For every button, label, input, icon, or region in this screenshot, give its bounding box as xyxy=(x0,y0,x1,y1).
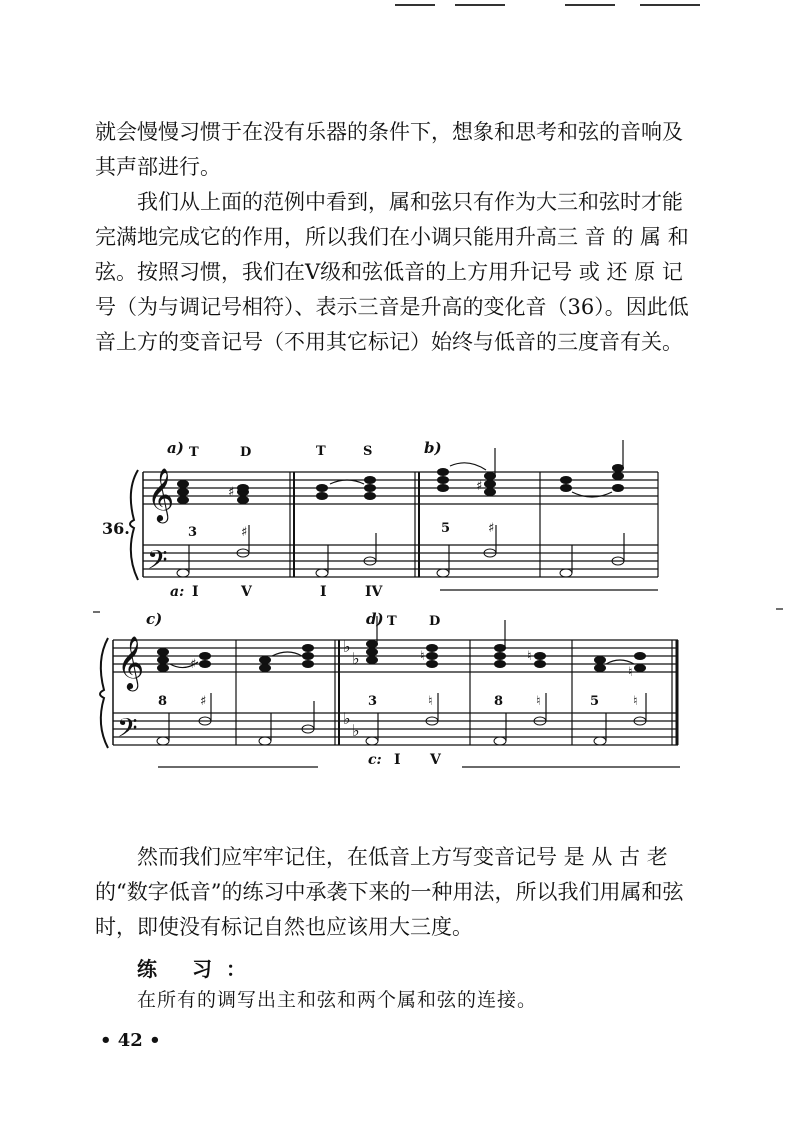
sharp-icon: ♯ xyxy=(476,479,483,494)
natural-icon: ♮ xyxy=(527,649,532,664)
paragraph-3: 然而我们应牢牢记住，在低音上方写变音记号 是 从 古 老的“数字低音”的练习中承袭下来的一种用法，所以我们用属和弦时，即使没有标记自然也应该用大三度。 xyxy=(95,845,684,939)
degree-label: I xyxy=(320,584,327,600)
degree-label: V xyxy=(241,584,252,600)
function-label: D xyxy=(240,445,252,460)
flat-icon: ♭ xyxy=(352,721,360,740)
degree-label: I xyxy=(192,584,199,600)
paragraph-1: 就会慢慢习惯于在没有乐器的条件下，想象和思考和弦的音响及其声部进行。 xyxy=(95,120,683,179)
flat-icon: ♭ xyxy=(343,637,351,656)
natural-icon: ♮ xyxy=(420,649,425,664)
figure-label: 5 xyxy=(590,694,600,709)
staff-lines-treble-2 xyxy=(113,640,678,672)
part-label-a: a) xyxy=(167,439,184,457)
staff-lines-treble-1 xyxy=(143,472,658,504)
figure-label: 5 xyxy=(441,521,451,536)
figure-label: 8 xyxy=(494,694,504,709)
figure-label: ♯ xyxy=(200,694,207,709)
figure-label: 3 xyxy=(368,694,378,709)
exercise-text: 在所有的调写出主和弦和两个属和弦的连接。 xyxy=(137,989,538,1011)
figure-label: ♮ xyxy=(633,694,638,709)
page-number: • 42 • xyxy=(100,1030,161,1051)
natural-icon: ♮ xyxy=(628,665,633,680)
figure-label: ♯ xyxy=(488,521,495,536)
bass-clef-icon: 𝄢 xyxy=(147,544,168,582)
treble-clef-icon: 𝄞 xyxy=(117,635,145,689)
figure-label: 3 xyxy=(188,525,198,540)
exercise-title: 练 习： xyxy=(137,957,260,981)
degree-label: IV xyxy=(365,584,383,600)
figure-label: ♯ xyxy=(241,525,248,540)
function-label: D xyxy=(429,614,441,629)
function-label: T xyxy=(316,444,326,459)
degree-label: I xyxy=(394,752,401,768)
function-label: T xyxy=(387,614,397,629)
staff-lines-bass-1 xyxy=(143,545,658,577)
flat-icon: ♭ xyxy=(343,709,351,728)
degree-label: V xyxy=(430,752,441,768)
treble-clef-icon: 𝄞 xyxy=(147,467,175,521)
bass-clef-icon: 𝄢 xyxy=(117,712,138,750)
figure-label: ♮ xyxy=(536,694,541,709)
figure-label: 8 xyxy=(158,694,168,709)
sharp-icon: ♯ xyxy=(228,485,235,500)
staff-lines-bass-2 xyxy=(113,713,678,745)
sharp-icon: ♯ xyxy=(190,657,197,672)
part-label-b: b) xyxy=(424,439,442,457)
figure-label: ♮ xyxy=(428,694,433,709)
example-number: 36. xyxy=(102,519,130,538)
flat-icon: ♭ xyxy=(352,649,360,668)
part-label-d: d) xyxy=(366,610,384,628)
paragraph-2: 我们从上面的范例中看到，属和弦只有作为大三和弦时才能完满地完成它的作用，所以我们在小调只能用升高三 音 的 属 和弦。按照习惯，我们在Ⅴ级和弦低音的上方用升记号 或 还 原 记号（为与调记号相符）、表示三音是升高的变化音（36）。因此低音上方的变音记号（不用其它标记）始终与低音的三度音有关。 xyxy=(95,190,689,354)
key-label: c: xyxy=(368,752,382,768)
function-label: S xyxy=(363,444,373,459)
part-label-c: c) xyxy=(146,610,163,628)
key-label: a: xyxy=(170,584,185,600)
function-label: T xyxy=(189,445,199,460)
